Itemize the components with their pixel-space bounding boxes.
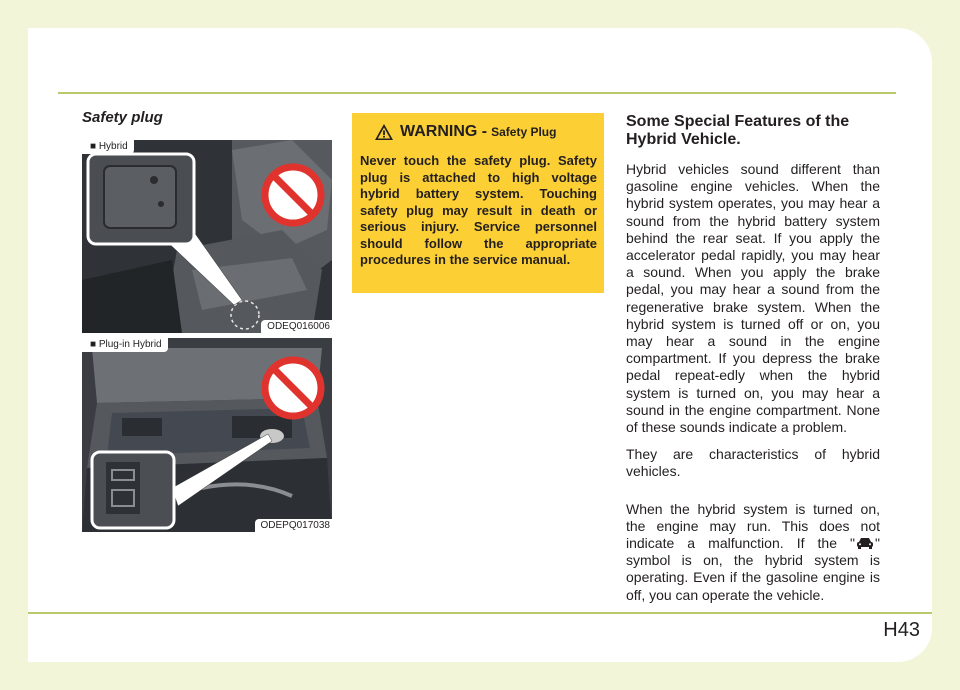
prohibited-icon	[265, 167, 321, 223]
warning-body: Never touch the safety plug. Safety plug is attached to high voltage hybrid battery system. Touching safety plug may result in death or serious injury. Service personnel should follow the appropriate procedures in the service manual.	[360, 153, 597, 267]
warning-triangle-icon	[374, 123, 394, 141]
hybrid-safety-plug-photo	[82, 140, 332, 333]
plugin-photo-code: ODEPQ017038	[255, 519, 333, 532]
hybrid-photo-tag: ■ Hybrid	[82, 140, 134, 154]
ready-text-after: " symbol is on, the hybrid system is operating. Even if the gasoline engine is off, you can operate the vehicle.	[626, 535, 880, 603]
plugin-hybrid-safety-plug-photo	[82, 338, 332, 532]
paragraph-sounds: Hybrid vehicles sound different than gasoline engine vehicles. When the hybrid system operates, you may hear a sound from the hybrid battery system behind the rear seat. If you apply the accelerator pedal rapidly, you may hear a sound. When you apply the brake pedal, you may hear a sound from the regenerative brake system. When the hybrid system is turned off or on, you may hear a sound in the engine compartment. If you depress the brake pedal repeat-edly when the hybrid system is turned on, you may hear a sound in the engine compartment. None of these sounds indicate a problem.	[626, 161, 880, 436]
plugin-photo-illustration	[82, 338, 332, 532]
ready-text-before: When the hybrid system is turned on, the engine may run. This does not indicate a malfunction. If the "	[626, 500, 880, 552]
warning-label: WARNING -	[400, 123, 488, 140]
hybrid-features-title: Some Special Features of the Hybrid Vehicle.	[626, 113, 850, 148]
top-rule	[58, 92, 896, 94]
prohibited-icon	[265, 360, 321, 416]
warning-subject: Safety Plug	[491, 125, 557, 139]
section-title: Safety plug	[82, 109, 163, 126]
hybrid-photo-illustration	[82, 140, 332, 333]
ready-car-icon	[855, 536, 875, 550]
hybrid-photo-code: ODEQ016006	[261, 320, 332, 333]
hybrid-features-section	[626, 113, 880, 614]
warning-box	[352, 113, 604, 293]
paragraph-ready-indicator	[626, 501, 880, 604]
paragraph-characteristics: They are characteristics of hybrid vehicles.	[626, 446, 880, 480]
page-number: H43	[883, 619, 920, 641]
warning-heading	[374, 123, 597, 141]
plugin-photo-tag: ■ Plug-in Hybrid	[82, 338, 168, 352]
